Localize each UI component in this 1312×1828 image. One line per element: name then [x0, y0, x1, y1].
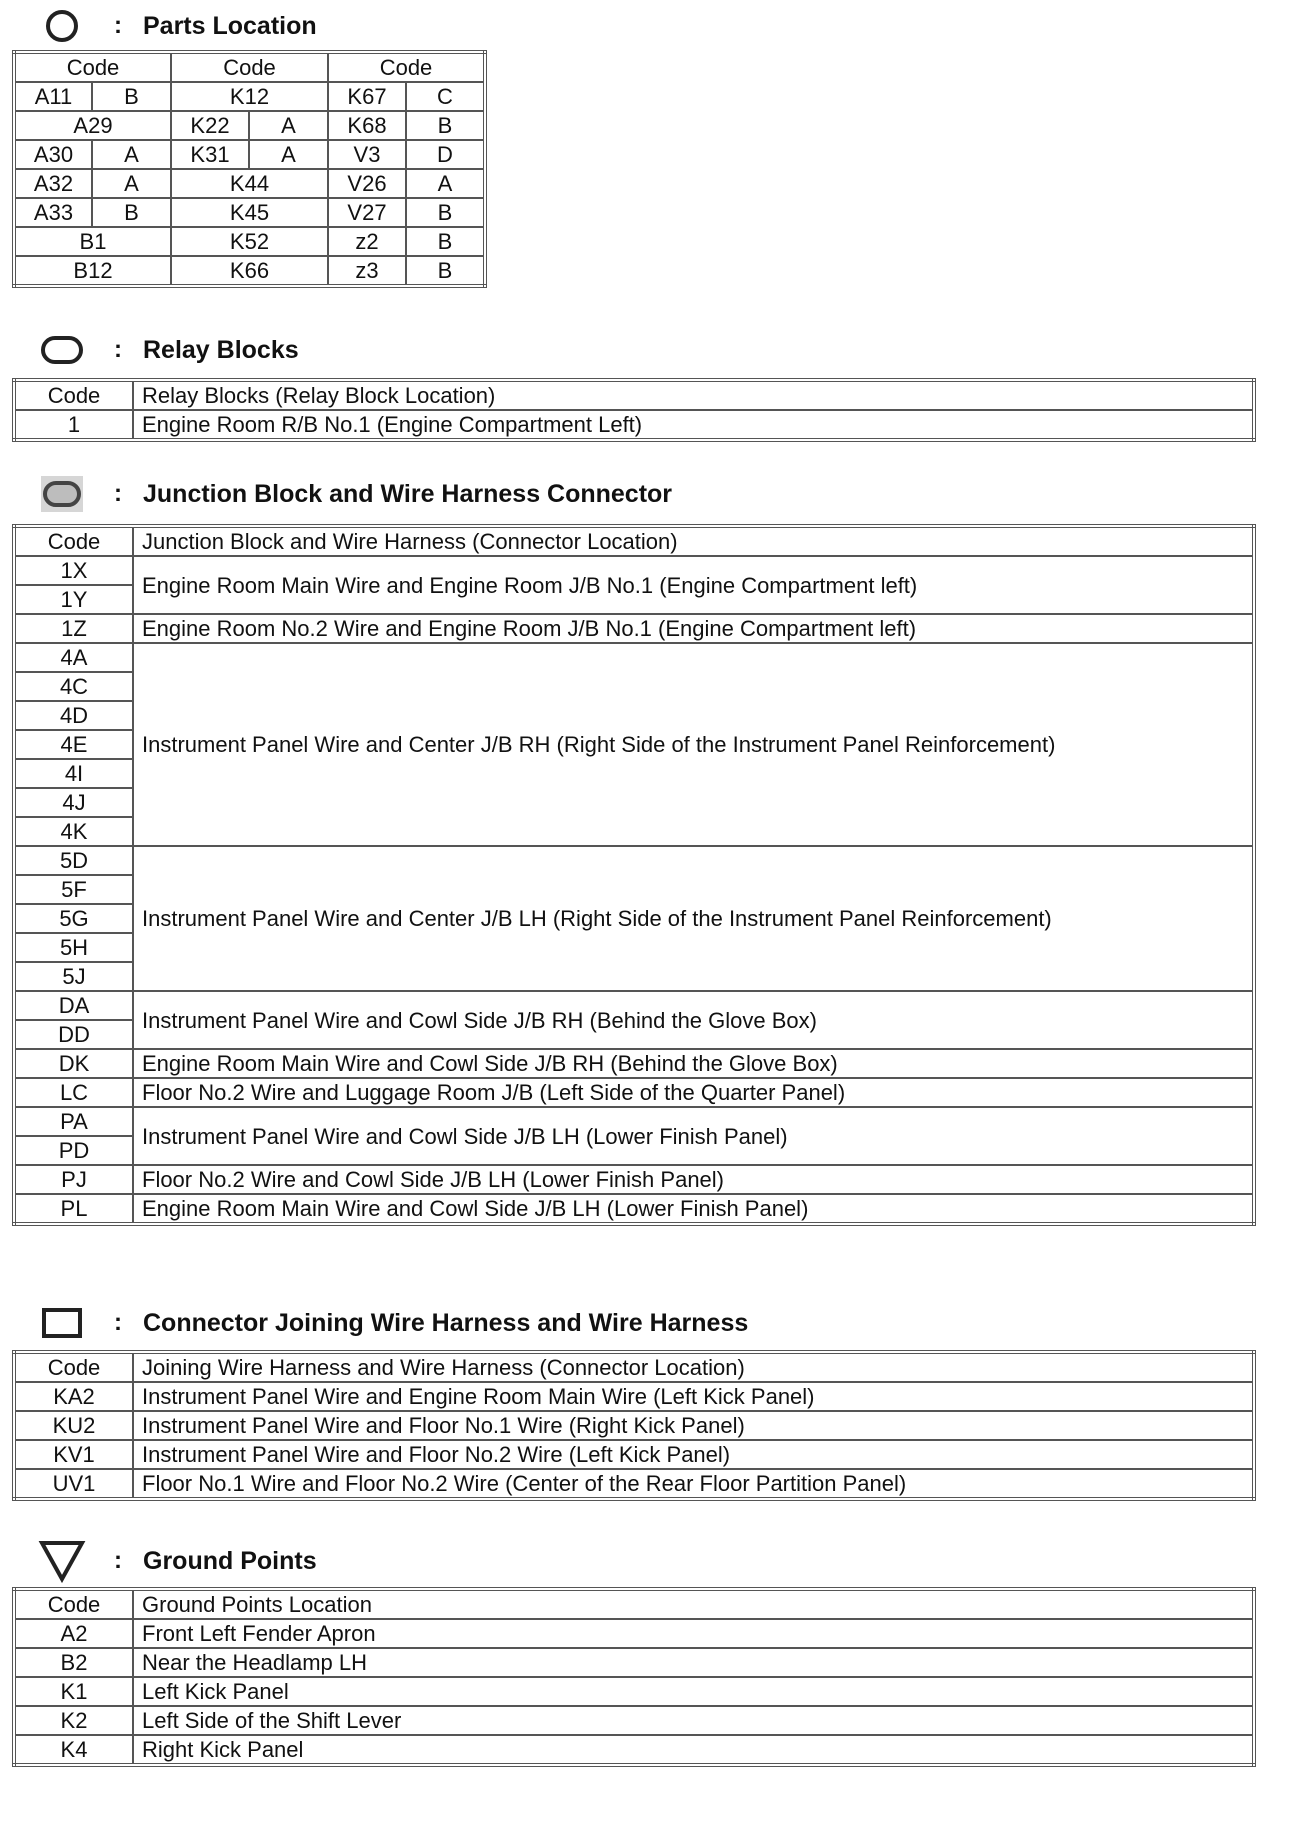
code-cell: A32: [14, 169, 92, 198]
header-description-cell: Junction Block and Wire Harness (Connector Location): [133, 526, 1254, 556]
header-cell: Code: [328, 52, 485, 82]
code-cell: 4C: [14, 672, 133, 701]
code-cell: V3: [328, 140, 406, 169]
description-cell: Engine Room R/B No.1 (Engine Compartment Left): [133, 410, 1254, 440]
description-cell: Instrument Panel Wire and Center J/B LH (Right Side of the Instrument Panel Reinforcement): [133, 846, 1254, 991]
code-cell: V26: [328, 169, 406, 198]
table-row: [14, 643, 1254, 672]
code-cell: 4K: [14, 817, 133, 846]
table-row: [14, 1469, 1254, 1499]
location-cell: A: [92, 140, 171, 169]
code-cell: 4D: [14, 701, 133, 730]
triangle-icon: [38, 1542, 86, 1580]
location-cell: D: [406, 140, 485, 169]
table-row: [14, 1706, 1254, 1735]
description-cell: Floor No.1 Wire and Floor No.2 Wire (Center of the Rear Floor Partition Panel): [133, 1469, 1254, 1499]
location-cell: B: [406, 256, 485, 286]
description-cell: Right Kick Panel: [133, 1735, 1254, 1765]
header-cell: Code: [171, 52, 328, 82]
table-row: [14, 227, 485, 256]
description-cell: Instrument Panel Wire and Cowl Side J/B LH (Lower Finish Panel): [133, 1107, 1254, 1165]
code-cell: A11: [14, 82, 92, 111]
section-title: Ground Points: [143, 1546, 317, 1575]
code-cell: 1X: [14, 556, 133, 585]
code-cell: z3: [328, 256, 406, 286]
table-row: [14, 1049, 1254, 1078]
code-cell: DA: [14, 991, 133, 1020]
description-cell: Instrument Panel Wire and Center J/B RH (Right Side of the Instrument Panel Reinforcement): [133, 643, 1254, 846]
heading-colon: :: [114, 480, 122, 507]
section-title: Connector Joining Wire Harness and Wire Harness: [143, 1308, 749, 1337]
table-row: [14, 169, 485, 198]
description-cell: Instrument Panel Wire and Floor No.1 Wire (Right Kick Panel): [133, 1411, 1254, 1440]
code-cell: 5F: [14, 875, 133, 904]
table-row: [14, 1677, 1254, 1706]
table-header-row: [14, 1589, 1254, 1619]
table-row: [14, 1619, 1254, 1648]
junction-block-table: [12, 524, 1256, 1226]
location-cell: A: [249, 111, 328, 140]
code-cell: K4: [14, 1735, 133, 1765]
header-code-cell: Code: [14, 1352, 133, 1382]
table-header-row: [14, 1352, 1254, 1382]
code-cell: LC: [14, 1078, 133, 1107]
heading-colon: :: [114, 336, 122, 363]
connector-table: [12, 1350, 1256, 1501]
code-cell: K52: [171, 227, 328, 256]
heading-colon: :: [114, 12, 122, 39]
table-row: [14, 1078, 1254, 1107]
table-row: [14, 256, 485, 286]
description-cell: Engine Room Main Wire and Cowl Side J/B LH (Lower Finish Panel): [133, 1194, 1254, 1224]
code-cell: 4A: [14, 643, 133, 672]
code-cell: V27: [328, 198, 406, 227]
code-cell: 4E: [14, 730, 133, 759]
code-cell: 1Y: [14, 585, 133, 614]
location-cell: A: [92, 169, 171, 198]
code-cell: DK: [14, 1049, 133, 1078]
header-code-cell: Code: [14, 380, 133, 410]
table-row: [14, 140, 485, 169]
table-row: [14, 846, 1254, 875]
table-row: [14, 111, 485, 140]
code-cell: K2: [14, 1706, 133, 1735]
code-cell: A33: [14, 198, 92, 227]
table-row: [14, 991, 1254, 1020]
location-cell: A: [406, 169, 485, 198]
table-row: [14, 1648, 1254, 1677]
code-cell: 1Z: [14, 614, 133, 643]
table-row: [14, 1735, 1254, 1765]
table-row: [14, 556, 1254, 585]
location-cell: B: [406, 198, 485, 227]
description-cell: Engine Room No.2 Wire and Engine Room J/B No.1 (Engine Compartment left): [133, 614, 1254, 643]
relay-blocks-table: [12, 378, 1256, 442]
code-cell: PJ: [14, 1165, 133, 1194]
table-row: [14, 1194, 1254, 1224]
description-cell: Instrument Panel Wire and Floor No.2 Wire (Left Kick Panel): [133, 1440, 1254, 1469]
header-description-cell: Joining Wire Harness and Wire Harness (Connector Location): [133, 1352, 1254, 1382]
section-title: Parts Location: [143, 11, 317, 40]
code-cell: 5G: [14, 904, 133, 933]
parts-location-table: [12, 50, 487, 288]
code-cell: PL: [14, 1194, 133, 1224]
code-cell: K68: [328, 111, 406, 140]
location-cell: A: [249, 140, 328, 169]
code-cell: 4J: [14, 788, 133, 817]
heading-colon: :: [114, 1547, 122, 1574]
header-code-cell: Code: [14, 1589, 133, 1619]
code-cell: A29: [14, 111, 171, 140]
header-description-cell: Relay Blocks (Relay Block Location): [133, 380, 1254, 410]
code-cell: A30: [14, 140, 92, 169]
table-header-row: [14, 380, 1254, 410]
table-row: [14, 1107, 1254, 1136]
table-row: [14, 1165, 1254, 1194]
section-title: Junction Block and Wire Harness Connector: [143, 479, 673, 508]
code-cell: KV1: [14, 1440, 133, 1469]
location-cell: C: [406, 82, 485, 111]
table-row: [14, 198, 485, 227]
description-cell: Left Kick Panel: [133, 1677, 1254, 1706]
table-row: [14, 1382, 1254, 1411]
table-row: [14, 1440, 1254, 1469]
description-cell: Floor No.2 Wire and Cowl Side J/B LH (Lower Finish Panel): [133, 1165, 1254, 1194]
code-cell: B12: [14, 256, 171, 286]
location-cell: B: [92, 82, 171, 111]
code-cell: B1: [14, 227, 171, 256]
heading-colon: :: [114, 1309, 122, 1336]
location-cell: B: [92, 198, 171, 227]
code-cell: B2: [14, 1648, 133, 1677]
code-cell: DD: [14, 1020, 133, 1049]
code-cell: PA: [14, 1107, 133, 1136]
table-row: [14, 1411, 1254, 1440]
description-cell: Instrument Panel Wire and Cowl Side J/B RH (Behind the Glove Box): [133, 991, 1254, 1049]
code-cell: K45: [171, 198, 328, 227]
description-cell: Floor No.2 Wire and Luggage Room J/B (Left Side of the Quarter Panel): [133, 1078, 1254, 1107]
table-row: [14, 82, 485, 111]
code-cell: UV1: [14, 1469, 133, 1499]
rounded-rect-icon: [38, 331, 86, 369]
circle-icon: [38, 7, 86, 45]
square-icon: [38, 1304, 86, 1342]
description-cell: Front Left Fender Apron: [133, 1619, 1254, 1648]
header-cell: Code: [14, 52, 171, 82]
header-description-cell: Ground Points Location: [133, 1589, 1254, 1619]
description-cell: Left Side of the Shift Lever: [133, 1706, 1254, 1735]
section-title: Relay Blocks: [143, 335, 299, 364]
code-cell: K31: [171, 140, 249, 169]
code-cell: KU2: [14, 1411, 133, 1440]
ground-points-table: [12, 1587, 1256, 1767]
code-cell: KA2: [14, 1382, 133, 1411]
shaded-rounded-rect-icon: [38, 475, 86, 513]
code-cell: 5D: [14, 846, 133, 875]
code-cell: K22: [171, 111, 249, 140]
table-row: [14, 410, 1254, 440]
description-cell: Near the Headlamp LH: [133, 1648, 1254, 1677]
code-cell: K44: [171, 169, 328, 198]
code-cell: 5J: [14, 962, 133, 991]
table-row: [14, 614, 1254, 643]
description-cell: Engine Room Main Wire and Engine Room J/B No.1 (Engine Compartment left): [133, 556, 1254, 614]
code-cell: K67: [328, 82, 406, 111]
description-cell: Engine Room Main Wire and Cowl Side J/B RH (Behind the Glove Box): [133, 1049, 1254, 1078]
code-cell: 5H: [14, 933, 133, 962]
code-cell: A2: [14, 1619, 133, 1648]
code-cell: K1: [14, 1677, 133, 1706]
code-cell: z2: [328, 227, 406, 256]
header-code-cell: Code: [14, 526, 133, 556]
table-header-row: [14, 526, 1254, 556]
location-cell: B: [406, 111, 485, 140]
code-cell: 1: [14, 410, 133, 440]
table-header-row: [14, 52, 485, 82]
code-cell: K66: [171, 256, 328, 286]
code-cell: K12: [171, 82, 328, 111]
code-cell: 4I: [14, 759, 133, 788]
code-cell: PD: [14, 1136, 133, 1165]
description-cell: Instrument Panel Wire and Engine Room Main Wire (Left Kick Panel): [133, 1382, 1254, 1411]
location-cell: B: [406, 227, 485, 256]
